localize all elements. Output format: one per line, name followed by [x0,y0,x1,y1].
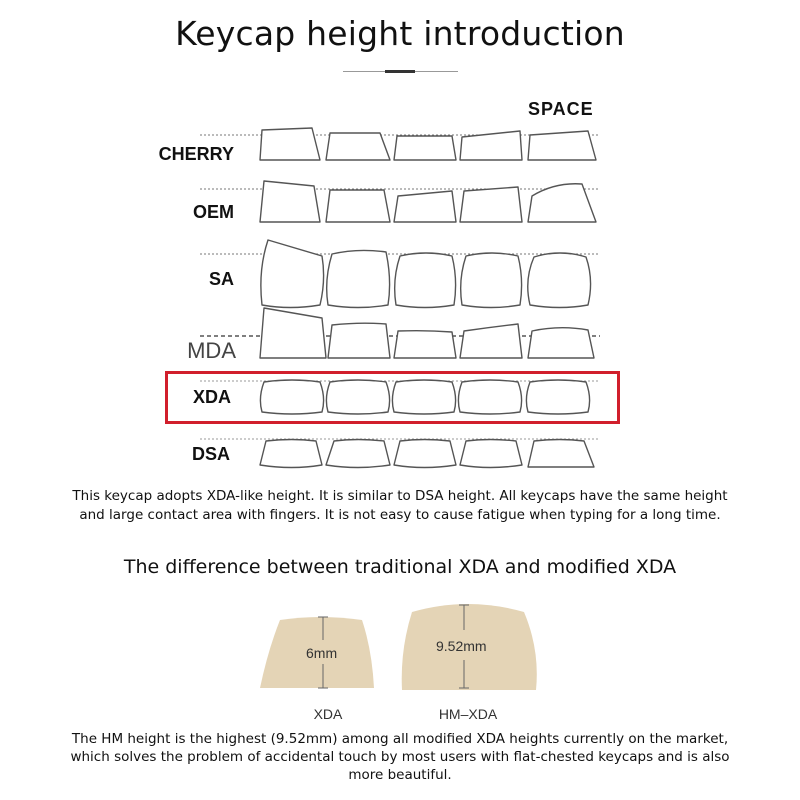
description-hm-line-3: more beautiful. [348,767,452,783]
dsa-keycap-space [528,440,594,468]
sa-row [200,240,600,308]
cherry-row [200,128,600,160]
oem-keycap-r1 [260,181,320,222]
mda-keycap-r1 [260,308,326,358]
dsa-keycap-r2 [326,440,390,468]
cherry-keycap-space [528,131,596,160]
hm-xda-height-label: 9.52mm [436,638,487,654]
cherry-keycap-r2 [326,133,390,160]
description-xda-line-1: This keycap adopts XDA-like height. It is similar to DSA height. All keycaps have the same height [72,488,728,504]
xda-keycap-r4 [458,380,521,414]
sa-keycap-r2 [327,250,390,307]
comparison-diagram [260,604,537,690]
dsa-keycap-r1 [260,440,322,468]
oem-keycap-r3 [394,191,456,222]
xda-keycap-r2 [326,380,389,414]
oem-keycap-r4 [460,187,522,222]
sa-keycap-r1 [261,240,324,308]
profile-label-dsa: DSA [191,444,230,464]
dsa-keycap-r3 [394,440,456,468]
cherry-keycap-r1 [260,128,320,160]
xda-keycap-r3 [392,380,455,414]
hm-xda-cap-label: HM–XDA [438,706,498,722]
xda-height-label: 6mm [306,645,338,661]
profile-label-mda: MDA [187,338,236,363]
profile-label-xda: XDA [192,387,231,407]
description-hm-line-1: The HM height is the highest (9.52mm) among all modified XDA heights currently on the market, [71,731,729,747]
sa-keycap-r3 [395,253,456,308]
sa-keycap-r4 [461,253,522,308]
dsa-row [200,439,600,468]
description-hm-line-2: which solves the problem of accidental touch by most users with flat-chested keycaps and is also [70,749,730,765]
dsa-keycap-r4 [460,440,522,468]
cherry-keycap-r3 [394,136,456,160]
mda-keycap-r3 [394,331,456,358]
profile-label-oem: OEM [192,202,234,222]
mda-keycap-space [528,328,594,358]
mda-row [200,308,600,358]
xda-cap-label: XDA [313,706,343,722]
comparison-title: The difference between traditional XDA and modified XDA [123,556,677,578]
mda-keycap-r4 [460,324,522,358]
xda-row [200,380,600,414]
page-title: Keycap height introduction [175,14,625,53]
oem-keycap-r2 [326,190,390,222]
xda-keycap-space [526,380,589,414]
sa-keycap-space [528,253,591,308]
mda-keycap-r2 [328,323,390,358]
oem-row [200,181,600,222]
description-xda-line-2: and large contact area with fingers. It is not easy to cause fatigue when typing for a long time. [79,507,721,523]
space-label: SPACE [528,99,594,119]
profile-label-cherry: CHERRY [158,144,234,164]
profile-label-sa: SA [208,269,234,289]
xda-keycap-r1 [260,380,323,414]
